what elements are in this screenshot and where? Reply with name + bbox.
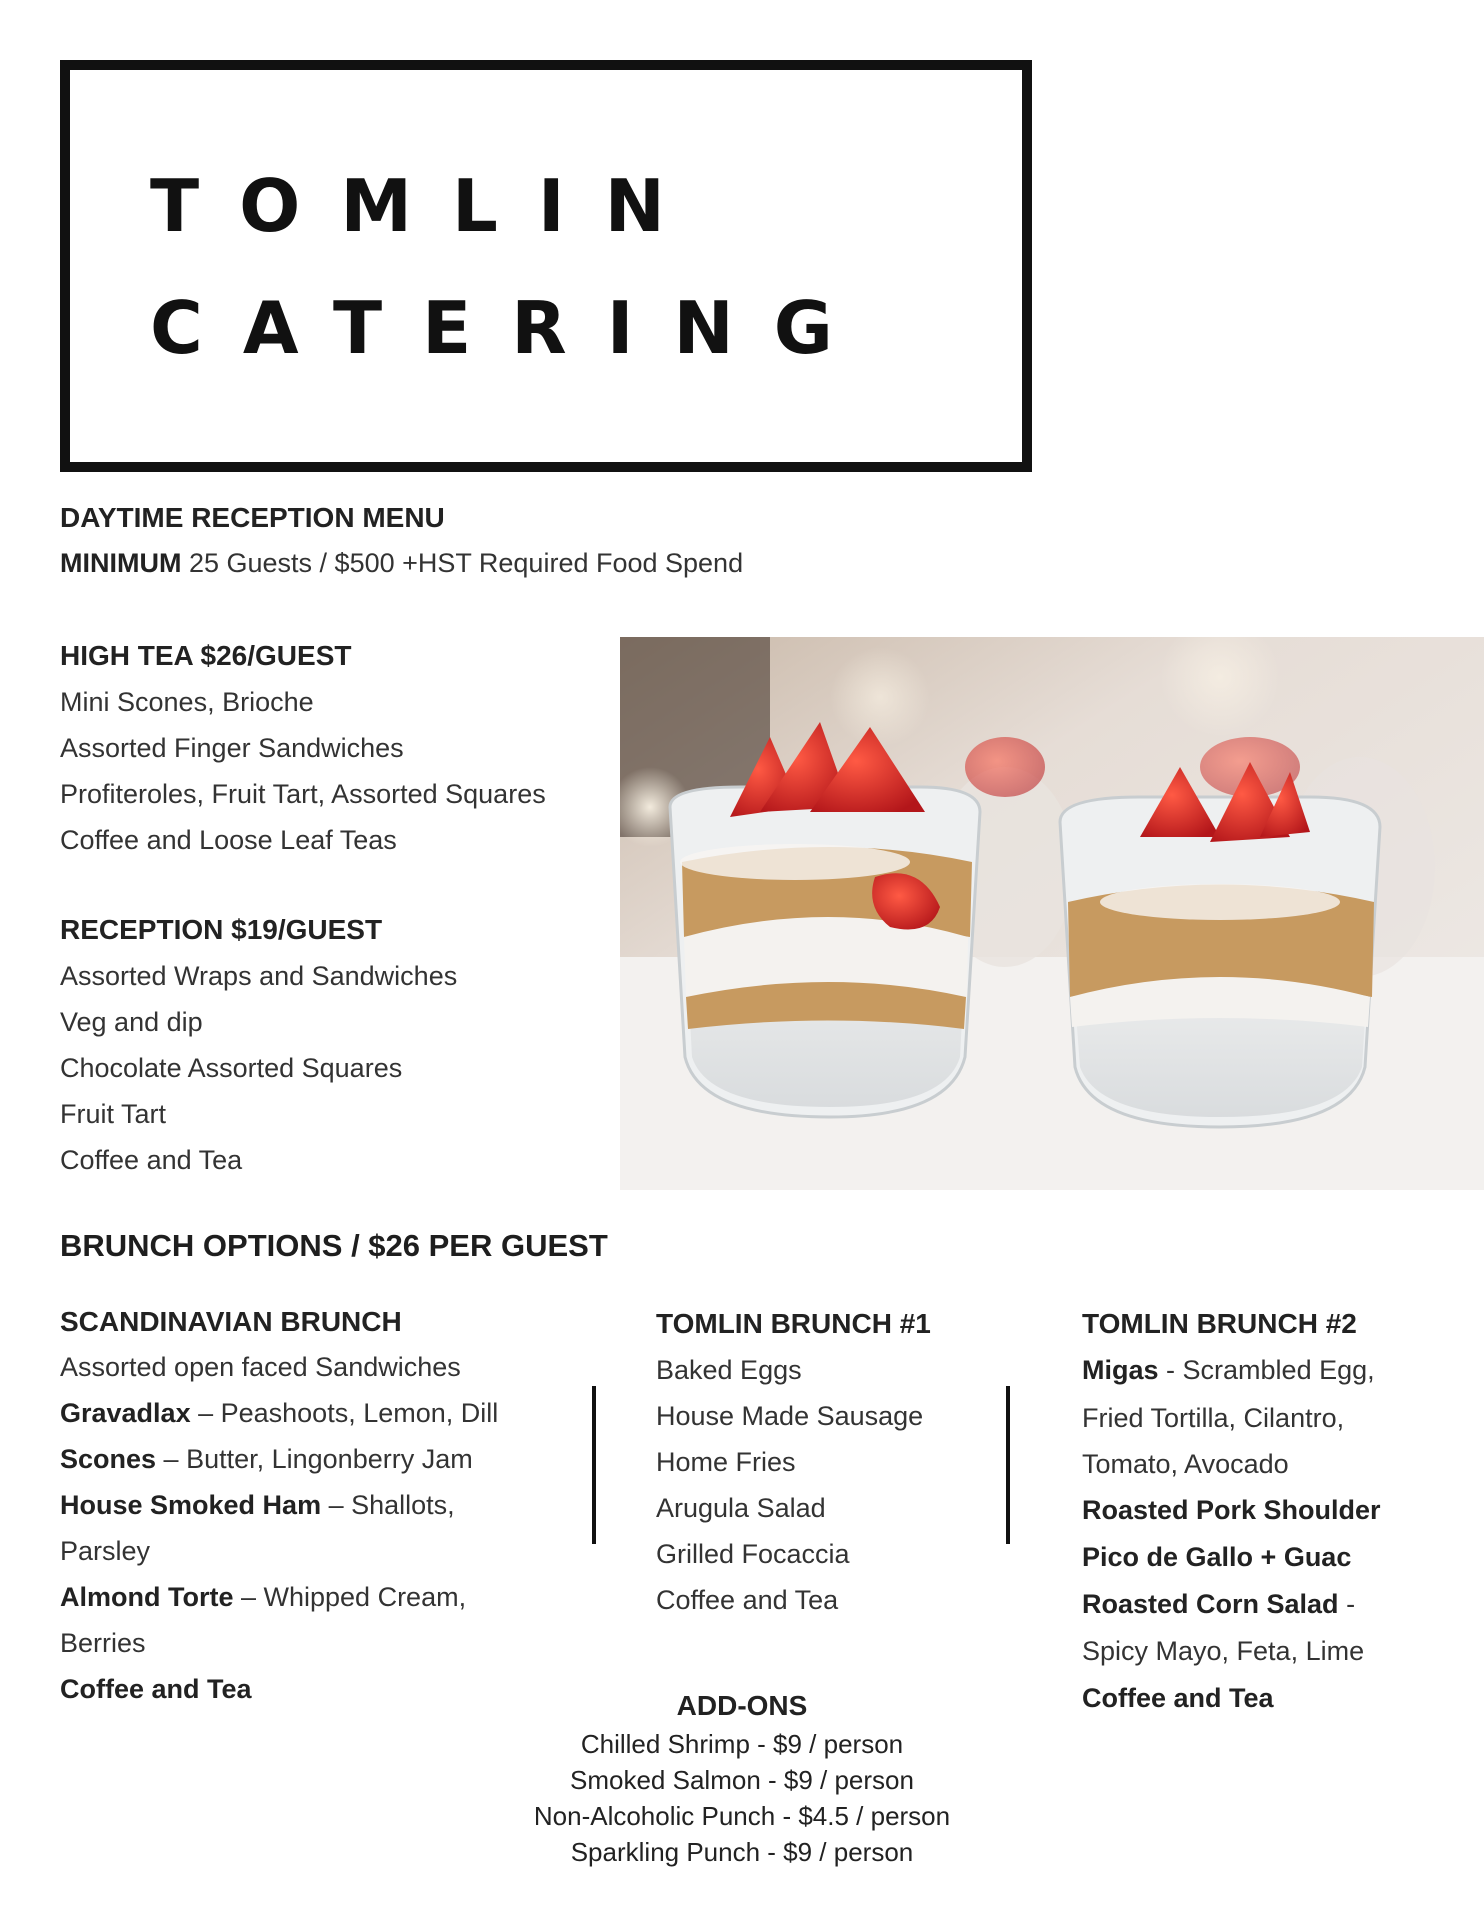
reception-item: Assorted Wraps and Sandwiches xyxy=(60,961,458,991)
brunch1-item: Arugula Salad xyxy=(656,1493,826,1523)
parfait-photo-icon xyxy=(620,637,1484,1190)
scandinavian-item: Berries xyxy=(60,1628,146,1658)
brunch2-item: Fried Tortilla, Cilantro, xyxy=(1082,1403,1345,1433)
scandinavian-item: Coffee and Tea xyxy=(60,1674,252,1704)
high-tea-item: Mini Scones, Brioche xyxy=(60,687,314,717)
brand-title-line1: TOMLIN xyxy=(150,164,705,248)
minimum-line xyxy=(60,548,743,579)
minimum-label: MINIMUM xyxy=(60,548,182,578)
scandinavian-item: Assorted open faced Sandwiches xyxy=(60,1352,461,1382)
menu-heading: DAYTIME RECEPTION MENU xyxy=(60,502,445,533)
parfait-photo xyxy=(620,637,1484,1190)
addon-item: Smoked Salmon - $9 / person xyxy=(570,1765,914,1795)
reception-item: Chocolate Assorted Squares xyxy=(60,1053,403,1083)
brunch1-item: Baked Eggs xyxy=(656,1355,802,1385)
brand-title-box xyxy=(60,60,1032,472)
brunch2-item: Roasted Pork Shoulder xyxy=(1082,1495,1381,1525)
scandinavian-item: House Smoked Ham – Shallots, xyxy=(60,1490,455,1520)
column-divider xyxy=(592,1386,596,1544)
reception-item: Veg and dip xyxy=(60,1007,203,1037)
brunch2-item: Tomato, Avocado xyxy=(1082,1449,1289,1479)
brunch1-item: Home Fries xyxy=(656,1447,796,1477)
brunch2-heading: TOMLIN BRUNCH #2 xyxy=(1082,1308,1357,1339)
brunch2-item: Spicy Mayo, Feta, Lime xyxy=(1082,1636,1365,1666)
brand-title-line2: CATERING xyxy=(150,286,873,370)
addon-item: Sparkling Punch - $9 / person xyxy=(570,1837,914,1867)
brunch1-item: House Made Sausage xyxy=(656,1401,924,1431)
addon-item: Chilled Shrimp - $9 / person xyxy=(580,1729,904,1759)
brunch1-item: Grilled Focaccia xyxy=(656,1539,850,1569)
brunch2-item: Coffee and Tea xyxy=(1082,1683,1274,1713)
addons-heading: ADD-ONS xyxy=(676,1690,808,1721)
reception-heading: RECEPTION $19/GUEST xyxy=(60,914,383,945)
high-tea-heading: HIGH TEA $26/GUEST xyxy=(60,640,352,671)
brunch2-item: Migas - Scrambled Egg, xyxy=(1082,1355,1375,1385)
scandinavian-heading: SCANDINAVIAN BRUNCH xyxy=(60,1306,402,1337)
addon-item: Non-Alcoholic Punch - $4.5 / person xyxy=(533,1801,951,1831)
brunch1-item: Coffee and Tea xyxy=(656,1585,839,1615)
brunch1-heading: TOMLIN BRUNCH #1 xyxy=(656,1308,931,1339)
addons-section xyxy=(492,1686,992,1870)
scandinavian-item: Scones – Butter, Lingonberry Jam xyxy=(60,1444,473,1474)
high-tea-item: Coffee and Loose Leaf Teas xyxy=(60,825,397,855)
column-divider xyxy=(1006,1386,1010,1544)
brunch2-item: Roasted Corn Salad - xyxy=(1082,1589,1356,1619)
reception-item: Fruit Tart xyxy=(60,1099,167,1129)
high-tea-item: Assorted Finger Sandwiches xyxy=(60,733,404,763)
brunch-heading: BRUNCH OPTIONS / $26 PER GUEST xyxy=(60,1228,608,1263)
brunch2-item: Pico de Gallo + Guac xyxy=(1082,1542,1352,1572)
scandinavian-item: Gravadlax – Peashoots, Lemon, Dill xyxy=(60,1398,499,1428)
scandinavian-item: Parsley xyxy=(60,1536,151,1566)
high-tea-item: Profiteroles, Fruit Tart, Assorted Squares xyxy=(60,779,546,809)
reception-item: Coffee and Tea xyxy=(60,1145,243,1175)
minimum-text: 25 Guests / $500 +HST Required Food Spend xyxy=(181,548,744,578)
scandinavian-item: Almond Torte – Whipped Cream, xyxy=(60,1582,467,1612)
